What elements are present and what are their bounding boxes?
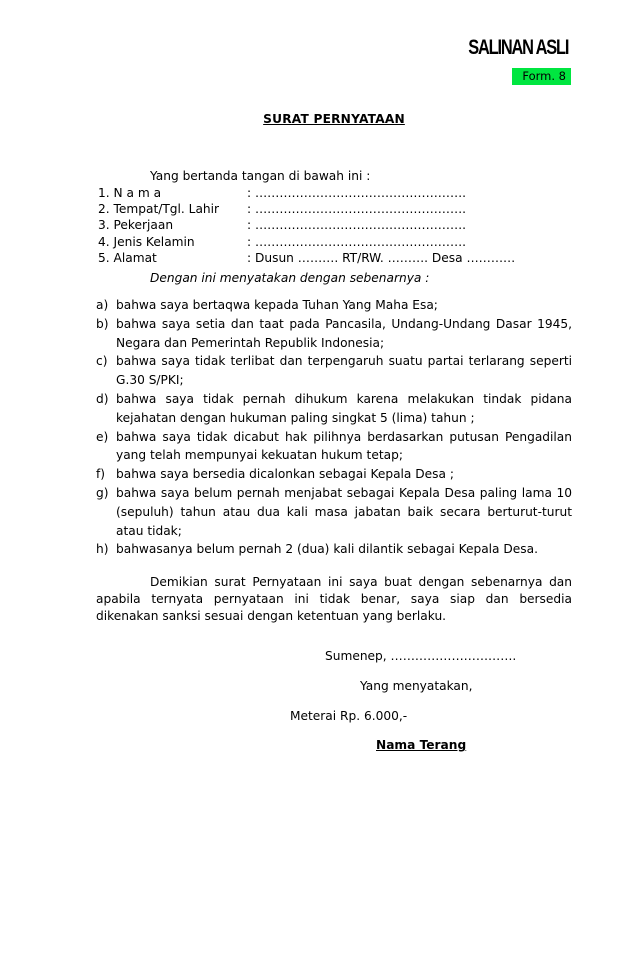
field-value: : …………………………………………….	[247, 218, 467, 233]
statement-marker: h)	[96, 542, 109, 557]
field-value: : …………………………………………….	[247, 234, 467, 249]
statement-marker: a)	[96, 298, 109, 312]
statement-text: bahwa saya setia dan taat pada Pancasila, Undang-Undang Dasar 1945, Negara dan Pemerintah Republik Indonesia;	[116, 316, 572, 350]
field-label: 4. Jenis Kelamin	[98, 234, 195, 249]
field-row-alamat	[98, 250, 578, 266]
field-label: 1. N a m a	[98, 186, 162, 200]
statement-item	[96, 352, 572, 390]
statement-item	[96, 315, 572, 353]
statement-text: bahwa saya bertaqwa kepada Tuhan Yang Maha Esa;	[116, 298, 438, 312]
field-label: 3. Pekerjaan	[98, 218, 174, 233]
identity-field-list	[98, 185, 578, 266]
field-row-nama	[98, 185, 578, 201]
statement-text: bahwa saya tidak terlibat dan terpengaruh suatu partai terlarang seperti G.30 S/PKI;	[116, 354, 572, 388]
statement-text: bahwa saya bersedia dicalonkan sebagai Kepala Desa ;	[116, 467, 454, 482]
closing-paragraph: Demikian surat Pernyataan ini saya buat dengan sebenarnya dan apabila ternyata pernyataan ini tidak benar, saya siap dan bersedia dikenakan sanksi sesuai dengan ketentuan yang berlaku.	[96, 575, 572, 623]
statement-item	[96, 484, 572, 540]
field-label: 5. Alamat	[98, 250, 157, 265]
field-value: : …………………………………………….	[247, 186, 467, 200]
field-row-jenis-kelamin	[98, 234, 578, 250]
statement-marker: b)	[96, 316, 109, 331]
form-number-label: Form. 8	[512, 68, 571, 85]
statement-item	[96, 390, 572, 428]
field-label: 2. Tempat/Tgl. Lahir	[98, 202, 220, 217]
materai-label: Meterai Rp. 6.000,-	[290, 709, 408, 723]
statement-marker: g)	[96, 485, 109, 500]
statement-text: bahwa saya belum pernah menjabat sebagai Kepala Desa paling lama 10 (sepuluh) tahun atau dua kali masa jabatan baik secara berturut-turut atau tidak;	[116, 485, 572, 538]
statement-list	[96, 296, 572, 559]
field-row-tempat-tgl-lahir	[98, 201, 578, 217]
statement-marker: d)	[96, 391, 109, 406]
document-title	[0, 112, 638, 126]
place-date-line: Sumenep, ………………………….	[325, 649, 517, 663]
salinan-asli-stamp: SALINAN ASLI	[467, 36, 568, 59]
declaration-intro: Dengan ini menyatakan dengan sebenarnya :	[150, 271, 430, 285]
name-signature-line: Nama Terang	[376, 738, 467, 752]
statement-item	[96, 465, 572, 484]
intro-text: Yang bertanda tangan di bawah ini :	[150, 169, 371, 183]
statement-text: bahwa saya tidak pernah dihukum karena melakukan tindak pidana kejahatan dengan hukuman paling singkat 5 (lima) tahun ;	[116, 391, 572, 425]
statement-text: bahwa saya tidak dicabut hak pilihnya berdasarkan putusan Pengadilan yang telah mempunyai kekuatan hukum tetap;	[116, 429, 572, 463]
statement-marker: e)	[96, 429, 109, 444]
signer-label: Yang menyatakan,	[360, 679, 473, 693]
field-row-pekerjaan	[98, 217, 578, 233]
field-value: : Dusun ………. RT/RW. ………. Desa …………	[247, 250, 516, 265]
field-value: : …………………………………………….	[247, 202, 467, 217]
statement-marker: f)	[96, 467, 106, 482]
document-title-text: SURAT PERNYATAAN	[263, 112, 405, 126]
statement-item	[96, 428, 572, 466]
statement-marker: c)	[96, 354, 108, 369]
statement-item	[96, 296, 572, 315]
statement-text: bahwasanya belum pernah 2 (dua) kali dilantik sebagai Kepala Desa.	[116, 542, 538, 557]
statement-item	[96, 540, 572, 559]
